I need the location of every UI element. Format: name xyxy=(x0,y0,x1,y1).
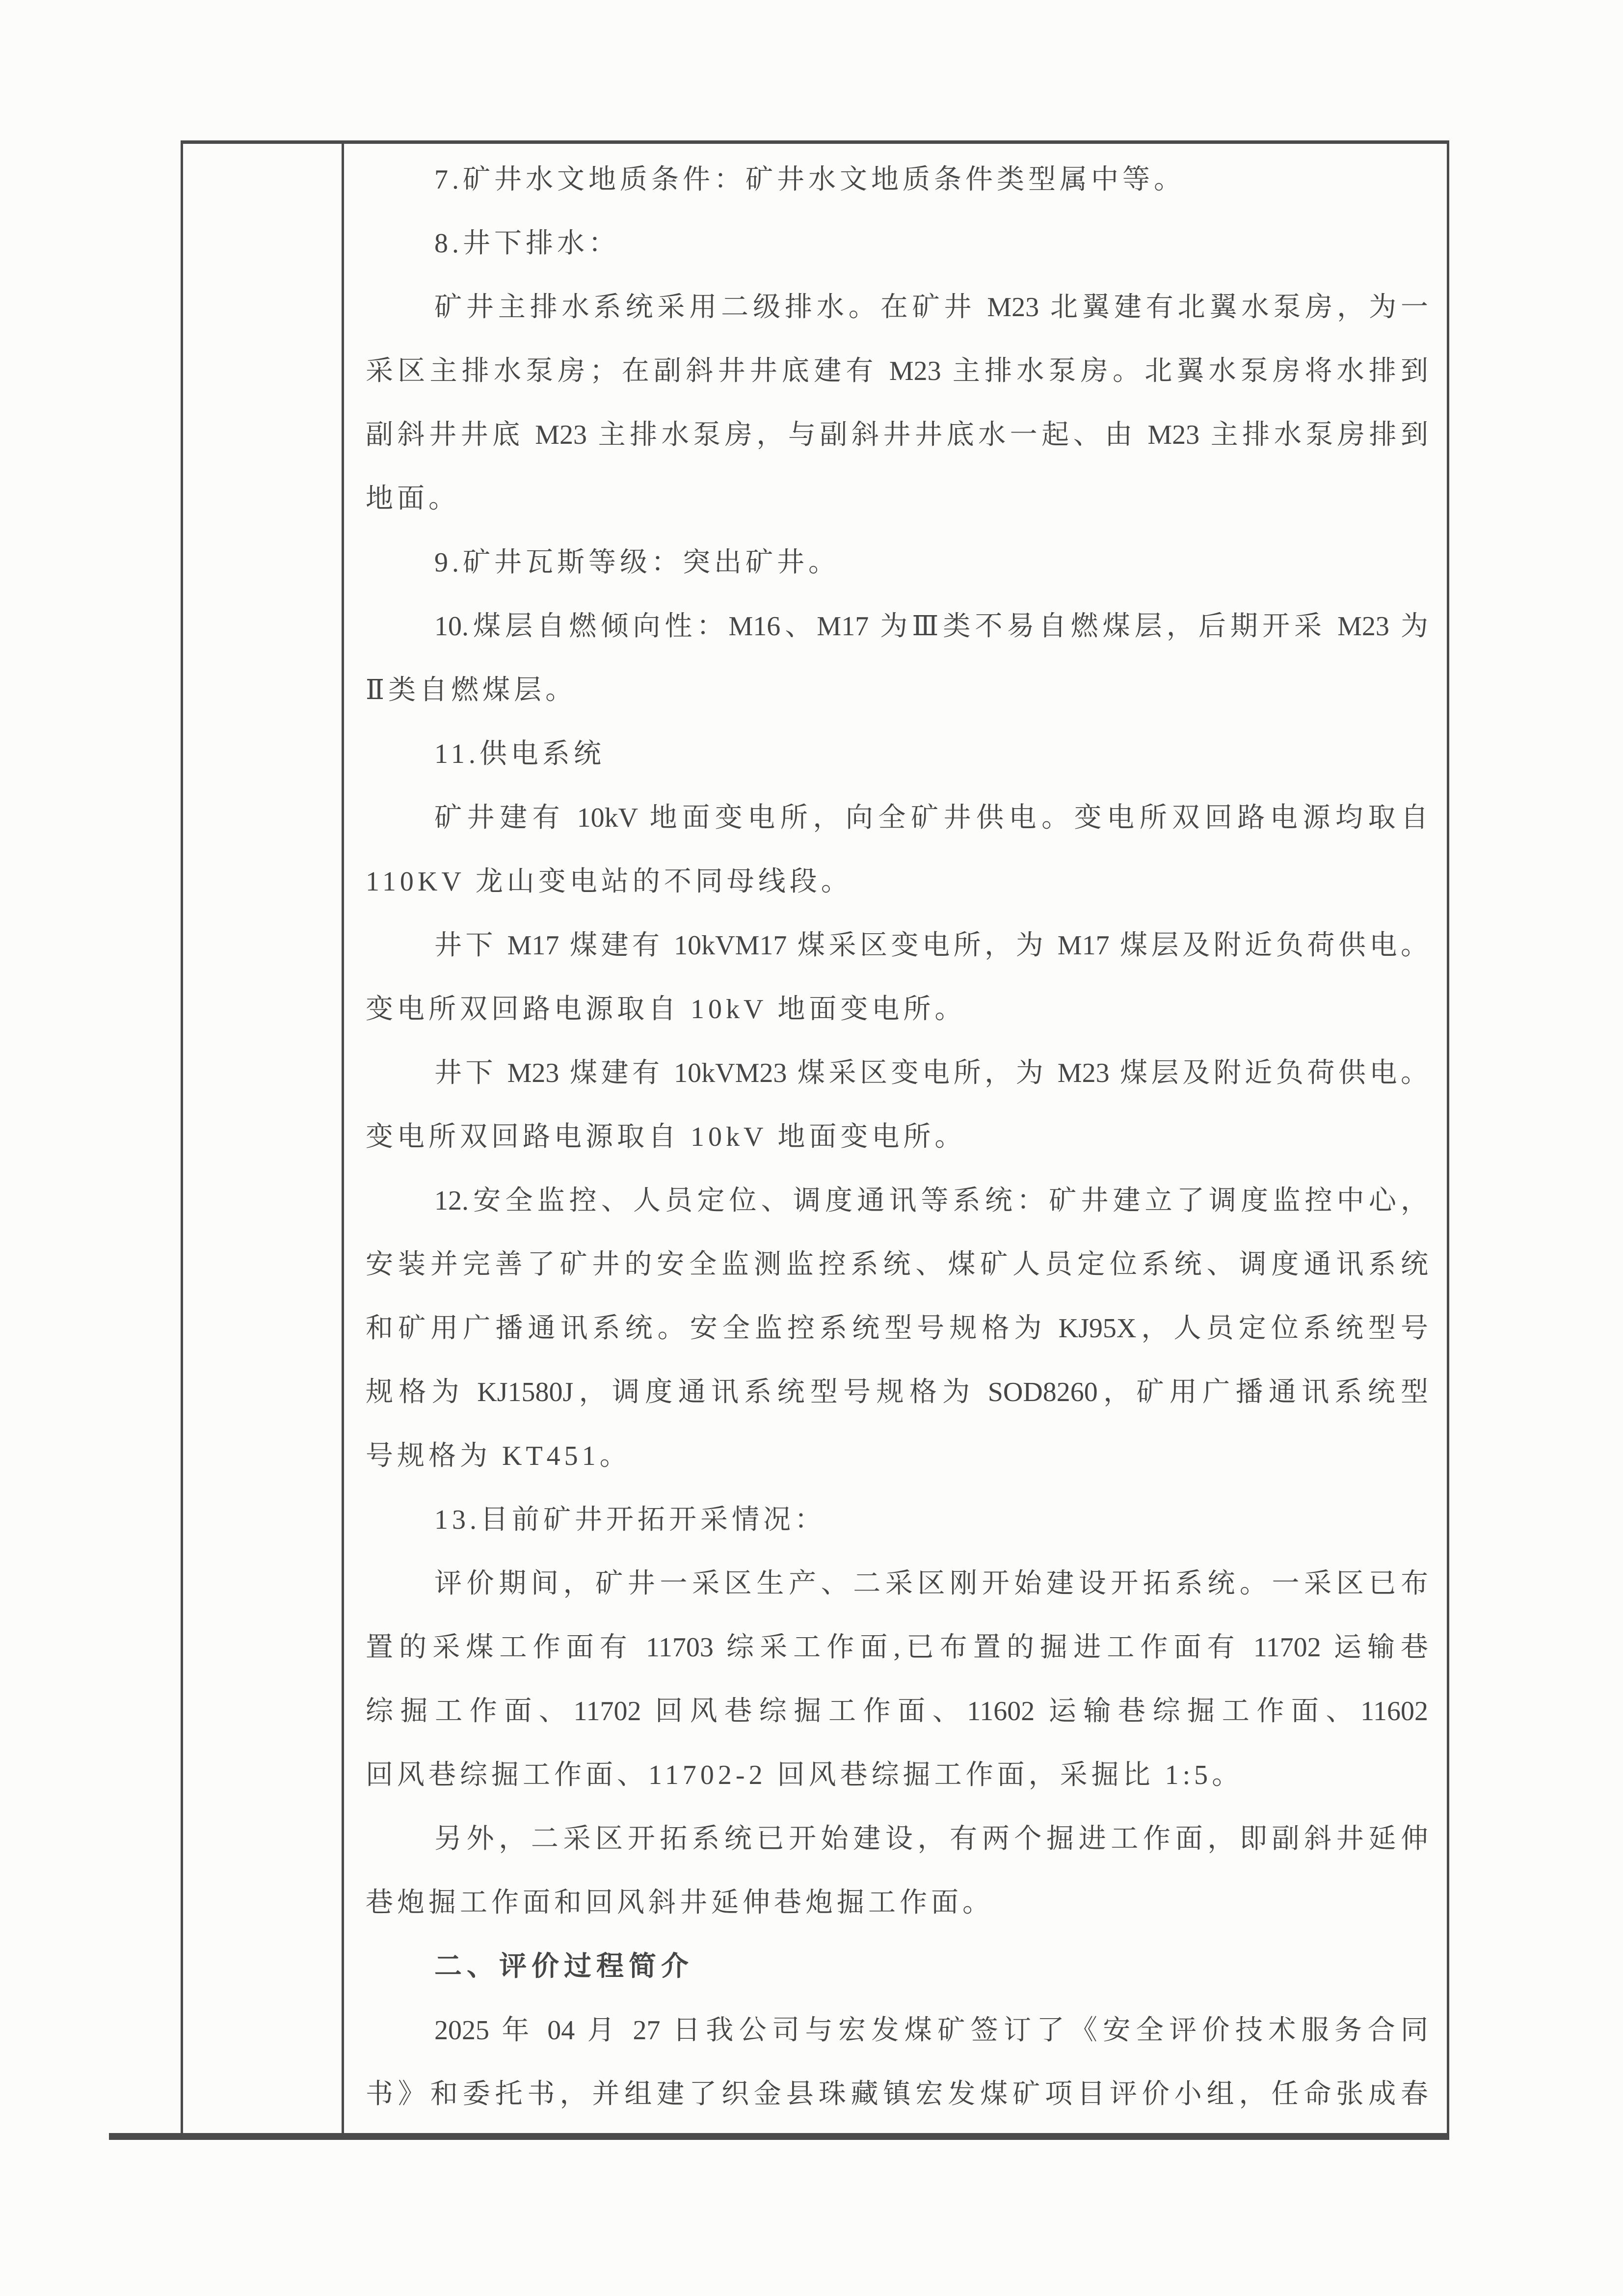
text-line: 综掘工作面、11702 回风巷综掘工作面、11602 运输巷综掘工作面、11602 xyxy=(366,1696,1428,1727)
text-line: 7.矿井水文地质条件：矿井水文地质条件类型属中等。 xyxy=(434,164,1185,195)
text-line: 矿井建有 10kV 地面变电所，向全矿井供电。变电所双回路电源均取自 xyxy=(434,803,1428,833)
text-line: 11.供电系统 xyxy=(434,739,605,769)
text-line: 井下 M17 煤建有 10kVM17 煤采区变电所，为 M17 煤层及附近负荷供电。 xyxy=(434,930,1428,961)
text-line: 安装并完善了矿井的安全监测监控系统、煤矿人员定位系统、调度通讯系统 xyxy=(366,1249,1428,1280)
text-line: 置的采煤工作面有 11703 综采工作面,已布置的掘进工作面有 11702 运输巷 xyxy=(366,1632,1428,1663)
text-line: 10.煤层自燃倾向性：M16、M17 为Ⅲ类不易自燃煤层，后期开采 M23 为 xyxy=(434,611,1428,642)
text-line: 评价期间，矿井一采区生产、二采区刚开始建设开拓系统。一采区已布 xyxy=(434,1568,1428,1599)
text-line: 12.安全监控、人员定位、调度通讯等系统：矿井建立了调度监控中心， xyxy=(434,1186,1428,1216)
text-line: 另外，二采区开拓系统已开始建设，有两个掘进工作面，即副斜井延伸 xyxy=(434,1824,1428,1854)
text-line: 2025 年 04 月 27 日我公司与宏发煤矿签订了《安全评价技术服务合同 xyxy=(434,2015,1428,2046)
text-line: 110KV 龙山变电站的不同母线段。 xyxy=(366,866,852,897)
text-line: 采区主排水泵房；在副斜井井底建有 M23 主排水泵房。北翼水泵房将水排到 xyxy=(366,356,1428,386)
text-line: 变电所双回路电源取自 10kV 地面变电所。 xyxy=(366,1122,966,1152)
section-heading: 二、评价过程简介 xyxy=(434,1951,693,1982)
text-line: 13.目前矿井开拓开采情况： xyxy=(434,1505,826,1535)
text-line: 9.矿井瓦斯等级：突出矿井。 xyxy=(434,547,840,578)
text-line: Ⅱ类自燃煤层。 xyxy=(366,675,577,705)
text-line: 书》和委托书，并组建了织金县珠藏镇宏发煤矿项目评价小组，任命张成春 xyxy=(366,2079,1428,2109)
text-line: 井下 M23 煤建有 10kVM23 煤采区变电所，为 M23 煤层及附近负荷供电。 xyxy=(434,1058,1428,1088)
text-line: 8.井下排水： xyxy=(434,228,620,259)
table-column-divider xyxy=(342,140,344,2139)
table-border-right xyxy=(1447,140,1449,2139)
text-line: 和矿用广播通讯系统。安全监控系统型号规格为 KJ95X，人员定位系统型号 xyxy=(366,1313,1428,1344)
main-text-column xyxy=(366,0,1428,2296)
text-line: 副斜井井底 M23 主排水泵房，与副斜井井底水一起、由 M23 主排水泵房排到 xyxy=(366,420,1428,450)
text-line: 回风巷综掘工作面、11702-2 回风巷综掘工作面，采掘比 1:5。 xyxy=(366,1760,1244,1790)
text-line: 巷炮掘工作面和回风斜井延伸巷炮掘工作面。 xyxy=(366,1888,994,1918)
text-line: 地面。 xyxy=(366,484,460,514)
text-line: 号规格为 KT451。 xyxy=(366,1441,631,1471)
text-line: 规格为 KJ1580J，调度通讯系统型号规格为 SOD8260，矿用广播通讯系统型 xyxy=(366,1377,1428,1407)
table-left-cell xyxy=(183,144,342,2133)
text-line: 矿井主排水系统采用二级排水。在矿井 M23 北翼建有北翼水泵房，为一 xyxy=(434,292,1428,323)
text-line: 变电所双回路电源取自 10kV 地面变电所。 xyxy=(366,994,966,1025)
